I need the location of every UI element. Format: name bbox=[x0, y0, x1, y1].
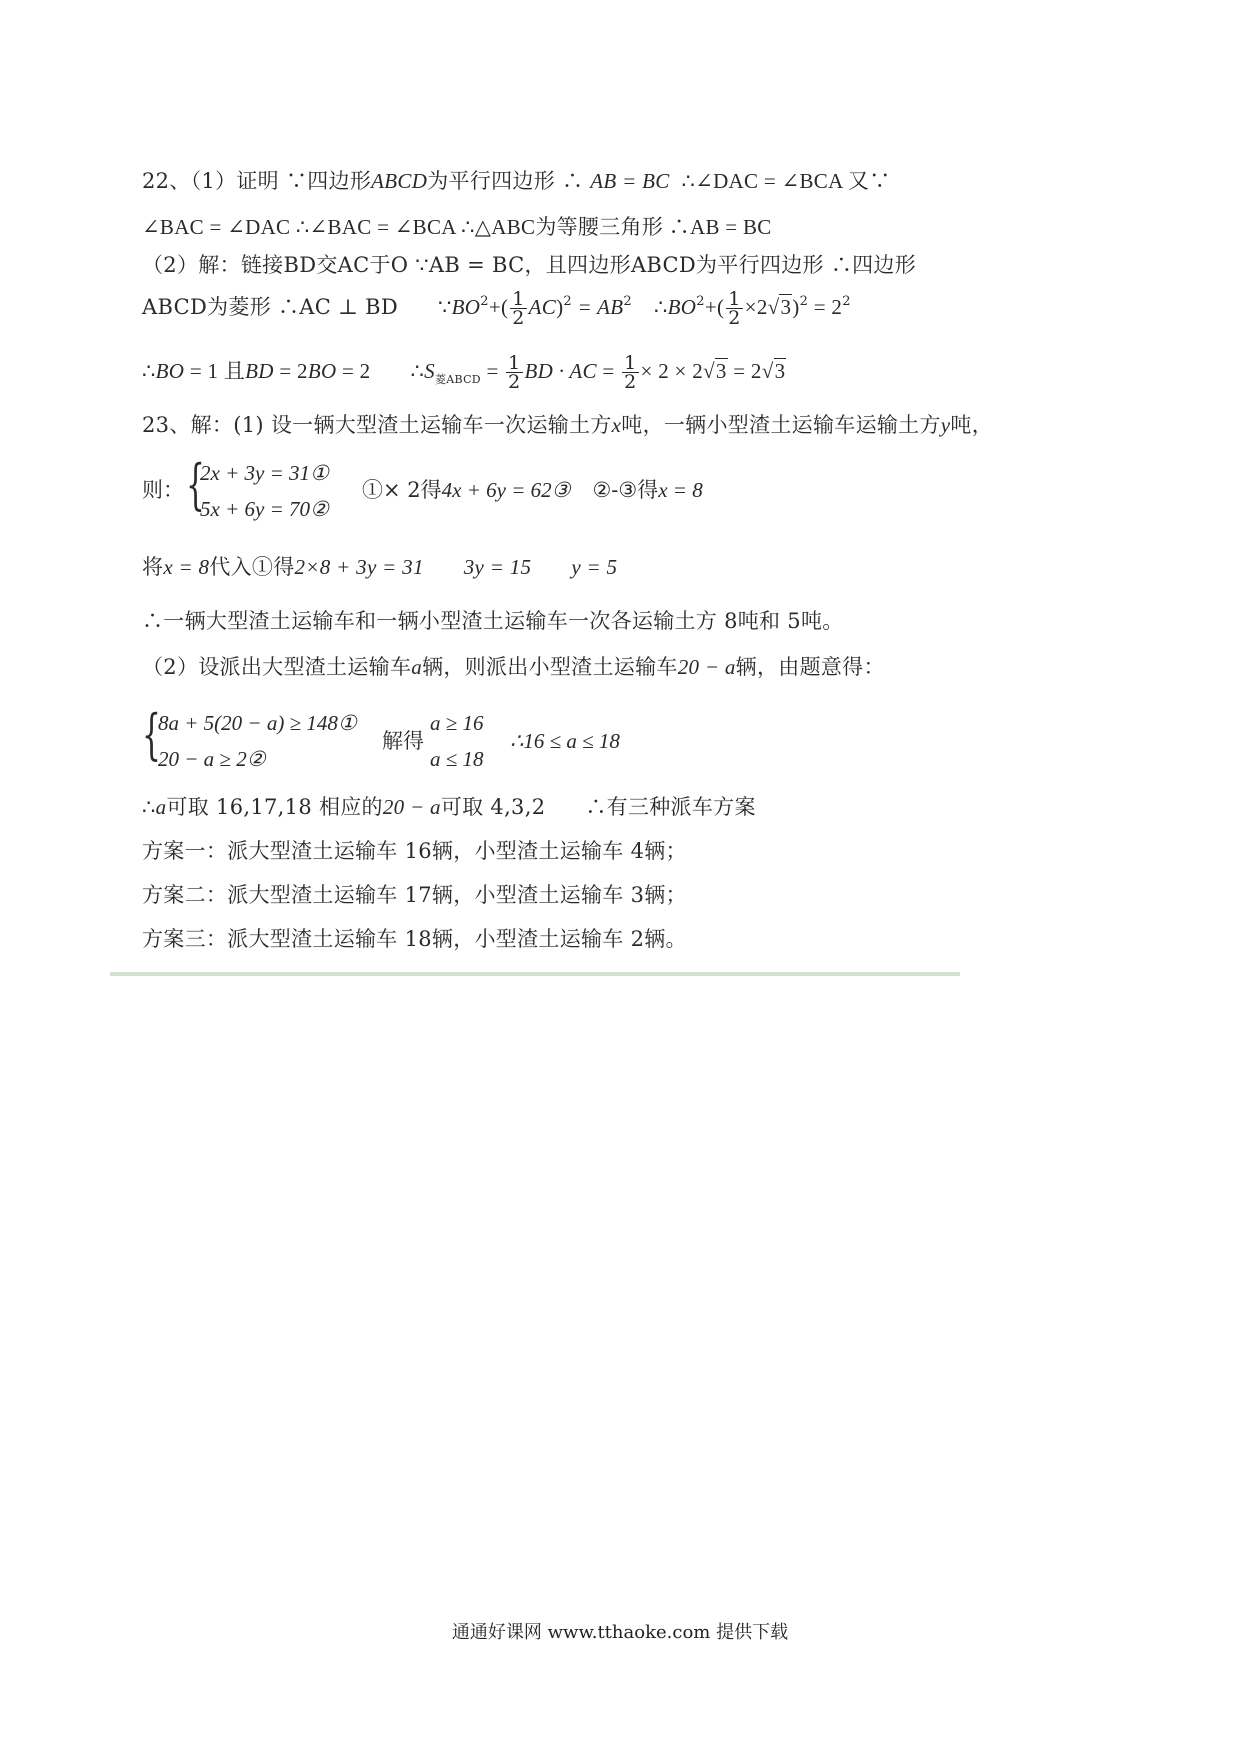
math: BD bbox=[245, 359, 274, 383]
text: ∴ bbox=[654, 295, 668, 319]
system1-row1: 2x + 3y = 31① bbox=[200, 461, 329, 485]
numerator: 1 bbox=[728, 288, 741, 310]
q23-values-line bbox=[142, 792, 756, 822]
math: 3y = 15 bbox=[463, 555, 532, 579]
text: 辆，则派出小型渣土运输车 bbox=[422, 655, 678, 679]
text: （2）设派出大型渣土运输车 bbox=[142, 655, 412, 679]
sqrt-radicand: 3 bbox=[774, 359, 786, 383]
q22-part2-line1: （2）解：链接BD交AC于O ∵AB = BC，且四边形ABCD为平行四边形 ∴四边形 bbox=[142, 253, 917, 277]
subscript: 菱ABCD bbox=[434, 373, 481, 386]
math: 2×8 + 3y = 31 bbox=[294, 555, 424, 579]
math: BO bbox=[667, 295, 697, 319]
math: = AB bbox=[571, 295, 624, 319]
numerator: 1 bbox=[512, 288, 525, 310]
footer-text: 通通好课网 www.tthaoke.com 提供下载 bbox=[451, 1622, 789, 1643]
text: ∴ bbox=[410, 359, 425, 383]
text: +( bbox=[488, 295, 509, 319]
text: × 2 × 2 bbox=[640, 359, 704, 383]
text: ) bbox=[556, 295, 564, 319]
numerator: 1 bbox=[624, 352, 637, 374]
text: ×2 bbox=[744, 295, 768, 319]
text: ∵ bbox=[437, 295, 452, 319]
text: = bbox=[480, 359, 505, 383]
text: ∴有三种派车方案 bbox=[585, 795, 756, 819]
text: 将 bbox=[142, 555, 164, 579]
q23-conclusion-line: ∴一辆大型渣土运输车和一辆小型渣土运输车一次各运输土方 8吨和 5吨。 bbox=[142, 609, 844, 633]
math: BO bbox=[155, 359, 185, 383]
plan-one: 方案一：派大型渣土运输车 16辆，小型渣土运输车 4辆； bbox=[142, 839, 687, 863]
math: 20 − a bbox=[677, 655, 736, 679]
q22-part2-line2: ABCD为菱形 ∴AC ⊥ BD $\because BO^2+$( $\frac{1}{2}$ $AC)^2 = AB^2$ $\therefore BO^2+$( $\frac{1}{2}$ $\times 2√3)^2 = 2^2$ bbox=[142, 288, 851, 329]
math: S bbox=[424, 359, 435, 383]
text: 吨，一辆小型渣土运输车运输土方 bbox=[621, 413, 941, 437]
text: 可取 16,17,18 相应的 bbox=[166, 795, 383, 819]
text: 为平行四边形 ∴ bbox=[427, 169, 584, 193]
math: BD · AC bbox=[524, 359, 597, 383]
system2-solution2: a ≤ 18 bbox=[430, 747, 484, 771]
math: y bbox=[940, 413, 951, 437]
text: 代入①得 bbox=[209, 555, 295, 579]
math: ABCD bbox=[371, 169, 428, 193]
fraction-half bbox=[506, 354, 522, 391]
exponent: 2 bbox=[563, 294, 572, 309]
exponent: 2 bbox=[623, 294, 632, 309]
denominator: 2 bbox=[508, 371, 521, 393]
text: 22、（1）证明 ∵四边形 bbox=[142, 169, 372, 193]
system2-row1: 8a + 5(20 − a) ≥ 148① bbox=[158, 711, 357, 735]
math: a bbox=[155, 795, 167, 819]
system1-brace: { bbox=[186, 453, 205, 516]
math: a bbox=[411, 655, 423, 679]
text: = 2 bbox=[273, 359, 308, 383]
system2-result: ∴16 ≤ a ≤ 18 bbox=[510, 729, 620, 753]
fraction-half bbox=[510, 290, 526, 327]
text: ②-③得 bbox=[592, 478, 659, 502]
text: = 2 bbox=[727, 359, 762, 383]
text: = 2 bbox=[336, 359, 371, 383]
math: x bbox=[611, 413, 622, 437]
system1-label: 则： bbox=[142, 478, 184, 502]
text: 23、解：(1) 设一辆大型渣土运输车一次运输土方 bbox=[142, 413, 612, 437]
numerator: 1 bbox=[508, 352, 521, 374]
exponent: 2 bbox=[480, 294, 489, 309]
math: x = 8 bbox=[163, 555, 210, 579]
plan-three: 方案三：派大型渣土运输车 18辆，小型渣土运输车 2辆。 bbox=[142, 927, 687, 951]
text: ∴∠DAC = ∠BCA 又∵ bbox=[681, 169, 891, 193]
text: 辆，由题意得： bbox=[735, 655, 885, 679]
sqrt-radicand: 3 bbox=[715, 359, 727, 383]
math: AC bbox=[528, 295, 557, 319]
math: 4x + 6y = 62③ bbox=[441, 478, 571, 502]
fraction-half bbox=[622, 354, 638, 391]
exponent: 2 bbox=[799, 294, 809, 309]
section-divider bbox=[110, 972, 960, 976]
text: = bbox=[596, 359, 621, 383]
text: = 1 且 bbox=[184, 359, 246, 383]
math: AB = BC bbox=[590, 169, 670, 193]
text: ∴ bbox=[142, 359, 156, 383]
math: BO bbox=[451, 295, 481, 319]
denominator: 2 bbox=[624, 371, 637, 393]
text: = 2 bbox=[808, 295, 843, 319]
exponent: 2 bbox=[842, 294, 851, 309]
math: 20 − a bbox=[382, 795, 441, 819]
text: ①× 2得 bbox=[362, 478, 442, 502]
fraction-half bbox=[726, 290, 742, 327]
text: ∴ bbox=[142, 795, 156, 819]
text: ) bbox=[792, 295, 800, 319]
math: x = 8 bbox=[658, 478, 703, 502]
q23-substitution-line bbox=[142, 552, 617, 582]
system2-solve-label: 解得 bbox=[382, 729, 424, 753]
math: y = 5 bbox=[571, 555, 618, 579]
system1-row2: 5x + 6y = 70② bbox=[200, 497, 329, 521]
text: +( bbox=[704, 295, 725, 319]
q23-part2-line bbox=[142, 652, 885, 682]
sqrt-radicand: 3 bbox=[780, 295, 792, 319]
q23-line1 bbox=[142, 410, 993, 440]
q22-part2-line3: ∴BO = 1 且BD = 2BO = 2 $\therefore S_{菱ABCD}$ = $\frac{1}{2}$ BD · AC = $\frac{1}{2}$ × 2 × 2√3 = 2√3 bbox=[142, 352, 786, 393]
text: 可取 4,3,2 bbox=[440, 795, 546, 819]
text: 吨， bbox=[950, 413, 994, 437]
math: BO bbox=[307, 359, 337, 383]
exponent: 2 bbox=[696, 294, 705, 309]
q22-part1-line2: ∠BAC = ∠DAC ∴∠BAC = ∠BCA ∴△ABC为等腰三角形 ∴AB = BC bbox=[142, 215, 772, 239]
system2-row2: 20 − a ≥ 2② bbox=[158, 747, 266, 771]
denominator: 2 bbox=[728, 307, 741, 329]
system1-ops bbox=[362, 475, 703, 505]
denominator: 2 bbox=[512, 307, 525, 329]
text: ABCD为菱形 ∴AC ⊥ BD bbox=[142, 295, 398, 319]
q22-part1-line1 bbox=[142, 166, 891, 196]
plan-two: 方案二：派大型渣土运输车 17辆，小型渣土运输车 3辆； bbox=[142, 883, 687, 907]
system2-brace: { bbox=[142, 703, 161, 766]
system2-solution1: a ≥ 16 bbox=[430, 711, 484, 735]
